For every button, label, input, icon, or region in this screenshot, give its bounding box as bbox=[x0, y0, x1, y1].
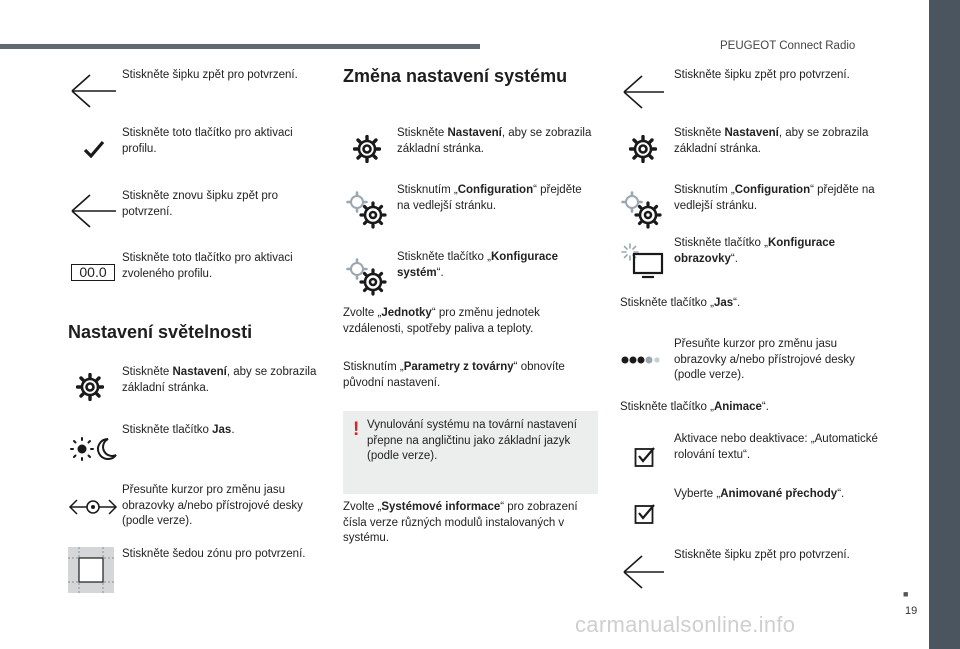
configuration-gears-icon bbox=[345, 191, 387, 229]
screen-brightness-icon bbox=[620, 242, 664, 280]
text-run: Stisknutím „ bbox=[397, 184, 458, 196]
list-item bbox=[620, 487, 890, 527]
item-text: Přesuňte kurzor pro změnu jasu obrazovky a/nebo přístrojové desky (podle verze). bbox=[122, 484, 303, 527]
gear-icon bbox=[76, 373, 104, 401]
text-run: “ přejděte na vedlejší stránku. bbox=[397, 184, 582, 212]
dots-slider-icon bbox=[620, 355, 660, 365]
arrow-back-icon bbox=[68, 73, 118, 109]
paragraph bbox=[620, 400, 870, 416]
list-item bbox=[620, 337, 890, 387]
text-run: “. bbox=[761, 401, 769, 413]
text-bold: Konfigurace obrazovky bbox=[674, 237, 836, 265]
text-run: Stiskněte tlačítko „ bbox=[620, 297, 714, 309]
sun-moon-icon bbox=[70, 437, 118, 461]
list-item bbox=[620, 183, 890, 231]
configuration-gears-icon bbox=[620, 191, 662, 229]
sidebar-strip bbox=[929, 0, 960, 649]
item-text bbox=[397, 183, 597, 214]
text-bold: Configuration bbox=[734, 184, 811, 196]
text-bold: Jas bbox=[212, 424, 232, 436]
item-text: Stiskněte šedou zónu pro potvrzení. bbox=[122, 548, 306, 560]
text-run: , aby se zobrazila základní stránka. bbox=[122, 366, 317, 394]
counter-display-label: 00.0 bbox=[79, 264, 107, 280]
item-text bbox=[674, 487, 879, 503]
list-item bbox=[343, 126, 598, 171]
page-number: 19 bbox=[905, 605, 918, 617]
text-run: “ pro změnu jednotek vzdálenosti, spotřeby paliva a teploty. bbox=[343, 307, 540, 335]
section-heading-brightness: Nastavení světelnosti bbox=[68, 322, 253, 342]
text-bold: Systémové informace bbox=[381, 501, 501, 513]
paragraph bbox=[343, 500, 593, 547]
arrow-back-icon bbox=[620, 74, 666, 110]
text-run: Stiskněte tlačítko „ bbox=[397, 251, 491, 263]
text-run: Zvolte „ bbox=[343, 501, 382, 513]
warning-icon: ! bbox=[353, 419, 360, 440]
text-bold: Nastavení bbox=[724, 127, 779, 139]
item-text bbox=[397, 250, 597, 281]
item-text bbox=[122, 365, 322, 396]
text-run: “. bbox=[436, 266, 444, 279]
item-text bbox=[674, 236, 879, 267]
text-run: Zvolte „ bbox=[343, 307, 382, 319]
list-item bbox=[620, 432, 890, 477]
item-text: Stiskněte toto tlačítko pro aktivaci zvoleného profilu. bbox=[122, 252, 293, 280]
item-text: Stiskněte šipku zpět pro potvrzení. bbox=[674, 549, 850, 561]
text-run: . bbox=[231, 424, 235, 436]
list-item bbox=[343, 250, 598, 298]
list-item bbox=[66, 547, 336, 595]
list-item bbox=[66, 189, 336, 234]
list-item bbox=[620, 68, 890, 113]
slider-icon bbox=[68, 496, 118, 518]
warning-text: Vynulování systému na tovární nastavení přepne na angličtinu jako základní jazyk (podle verze). bbox=[367, 419, 577, 462]
arrow-back-icon bbox=[620, 554, 666, 590]
counter-display-icon bbox=[71, 264, 115, 281]
text-bold: Jas bbox=[713, 297, 734, 309]
checkbox-icon bbox=[634, 446, 656, 468]
paragraph bbox=[343, 360, 593, 391]
text-run: Stisknutím „ bbox=[674, 184, 735, 196]
list-item bbox=[343, 183, 598, 231]
list-item bbox=[66, 251, 336, 291]
text-run: “ pro zobrazení čísla verze různých modulů instalovaných v systému. bbox=[343, 501, 578, 544]
configuration-gears-icon bbox=[345, 258, 387, 296]
text-bold: Animované přechody bbox=[720, 488, 838, 500]
text-bold: Nastavení bbox=[447, 127, 502, 139]
item-text bbox=[674, 183, 879, 214]
gear-icon bbox=[353, 135, 381, 163]
text-bold: Nastavení bbox=[172, 366, 227, 378]
paragraph bbox=[343, 306, 593, 337]
text-bold: Parametry z továrny bbox=[403, 361, 514, 373]
item-text: Aktivace nebo deaktivace: „Automatické rolování textu“. bbox=[674, 433, 878, 461]
text-run: “ obnovíte původní nastavení. bbox=[343, 361, 565, 389]
text-run: Stiskněte bbox=[397, 127, 448, 139]
section-heading-system: Změna nastavení systému bbox=[343, 66, 568, 86]
item-text: Přesuňte kurzor pro změnu jasu obrazovky a/nebo přístrojové desky (podle verze). bbox=[674, 338, 855, 381]
paragraph bbox=[620, 296, 870, 312]
text-run: “. bbox=[733, 297, 741, 309]
text-bold: Konfigurace systém bbox=[397, 251, 559, 279]
text-run: Stiskněte bbox=[674, 127, 725, 139]
item-text bbox=[397, 126, 597, 157]
list-item bbox=[620, 548, 890, 593]
page-marker: ■ bbox=[903, 589, 909, 599]
text-run: “. bbox=[730, 252, 738, 265]
text-run: Stisknutím „ bbox=[343, 361, 404, 373]
text-run: Stiskněte tlačítko „ bbox=[674, 237, 768, 249]
item-text: Stiskněte šipku zpět pro potvrzení. bbox=[122, 69, 298, 81]
text-bold: Jednotky bbox=[381, 307, 432, 319]
arrow-back-icon bbox=[68, 193, 118, 229]
text-run: , aby se zobrazila základní stránka. bbox=[397, 127, 592, 155]
list-item bbox=[66, 365, 336, 410]
text-run: Stiskněte tlačítko „ bbox=[620, 401, 714, 413]
item-text bbox=[674, 126, 879, 157]
list-item bbox=[66, 483, 336, 533]
grey-zone-icon bbox=[68, 547, 114, 593]
text-run: Stiskněte tlačítko bbox=[122, 424, 213, 436]
item-text: Stiskněte znovu šipku zpět pro potvrzení. bbox=[122, 190, 278, 218]
header-title: PEUGEOT Connect Radio bbox=[720, 40, 856, 52]
item-text: Stiskněte šipku zpět pro potvrzení. bbox=[674, 69, 850, 81]
text-run: Stiskněte bbox=[122, 366, 173, 378]
list-item bbox=[66, 68, 336, 113]
text-run: , aby se zobrazila základní stránka. bbox=[674, 127, 869, 155]
text-bold: Animace bbox=[713, 401, 762, 413]
list-item bbox=[620, 126, 890, 171]
list-item bbox=[66, 126, 336, 166]
checkmark-icon bbox=[83, 140, 105, 158]
warning-box bbox=[343, 411, 598, 494]
item-text: Stiskněte toto tlačítko pro aktivaci profilu. bbox=[122, 127, 293, 155]
item-text bbox=[122, 423, 322, 439]
text-run: “. bbox=[837, 488, 845, 500]
text-run: Vyberte „ bbox=[674, 488, 721, 500]
watermark: carmanualsonline.info bbox=[575, 612, 796, 637]
text-bold: Configuration bbox=[457, 184, 534, 196]
header-bar bbox=[0, 44, 480, 49]
list-item bbox=[620, 236, 890, 284]
text-run: “ přejděte na vedlejší stránku. bbox=[674, 184, 875, 212]
checkbox-icon bbox=[634, 503, 656, 525]
gear-icon bbox=[629, 135, 657, 163]
list-item bbox=[66, 423, 336, 468]
